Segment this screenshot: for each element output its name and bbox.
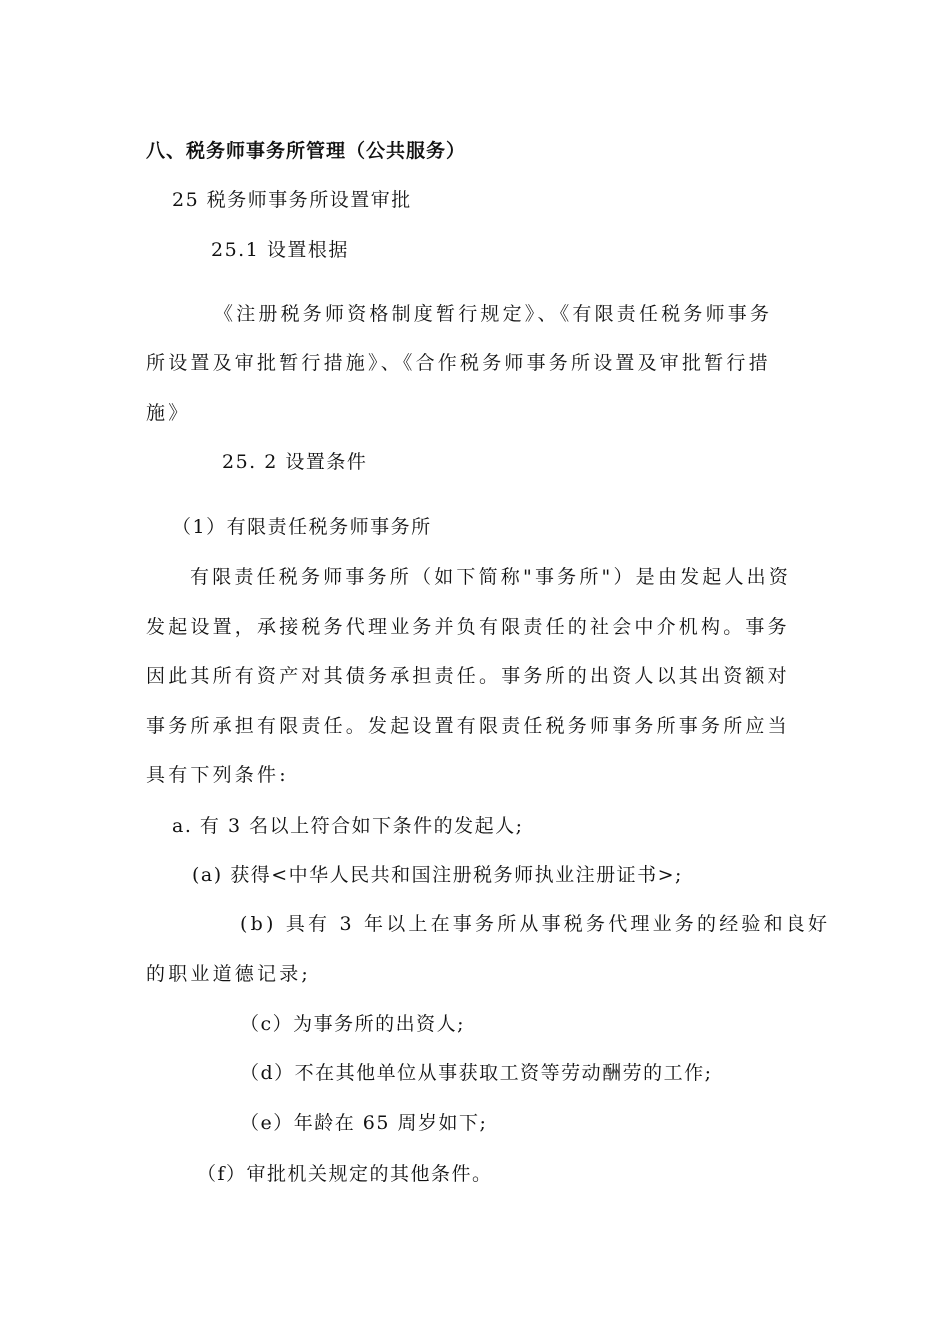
condition-item-a: (a) 获得<中华人民共和国注册税务师执业注册证书>;: [192, 864, 683, 886]
conditions-subtitle: 25. 2 设置条件: [222, 451, 368, 473]
intro-line: 因此其所有资产对其债务承担责任。事务所的出资人以其出资额对: [146, 665, 790, 687]
intro-line: 发起设置，承接税务代理业务并负有限责任的社会中介机构。事务: [146, 616, 790, 638]
condition-a: a. 有 3 名以上符合如下条件的发起人;: [172, 815, 524, 837]
condition-item-b: (b) 具有 3 年以上在事务所从事税务代理业务的经验和良好: [240, 913, 831, 935]
condition-item-f: （f）审批机关规定的其他条件。: [197, 1163, 493, 1185]
condition-item-b-cont: 的职业道德记录;: [146, 963, 312, 985]
basis-subtitle: 25.1 设置根据: [211, 239, 349, 261]
condition-item-c: （c）为事务所的出资人;: [240, 1013, 466, 1035]
type-title: （1）有限责任税务师事务所: [172, 516, 432, 538]
intro-line: 具有下列条件:: [146, 764, 289, 786]
item-title: 25 税务师事务所设置审批: [172, 189, 412, 211]
intro-line: 事务所承担有限责任。发起设置有限责任税务师事务所事务所应当: [146, 715, 790, 737]
intro-line: 有限责任税务师事务所（如下简称"事务所"）是由发起人出资: [190, 566, 792, 588]
basis-line: 所设置及审批暂行措施》、《合作税务师事务所设置及审批暂行措: [146, 352, 771, 374]
section-heading: 八、税务师事务所管理（公共服务）: [146, 140, 467, 162]
condition-item-e: （e）年龄在 65 周岁如下;: [240, 1112, 488, 1134]
condition-item-d: （d）不在其他单位从事获取工资等劳动酬劳的工作;: [240, 1062, 713, 1084]
basis-line: 《注册税务师资格制度暂行规定》、《有限责任税务师事务: [214, 303, 773, 325]
basis-line: 施》: [146, 402, 191, 424]
